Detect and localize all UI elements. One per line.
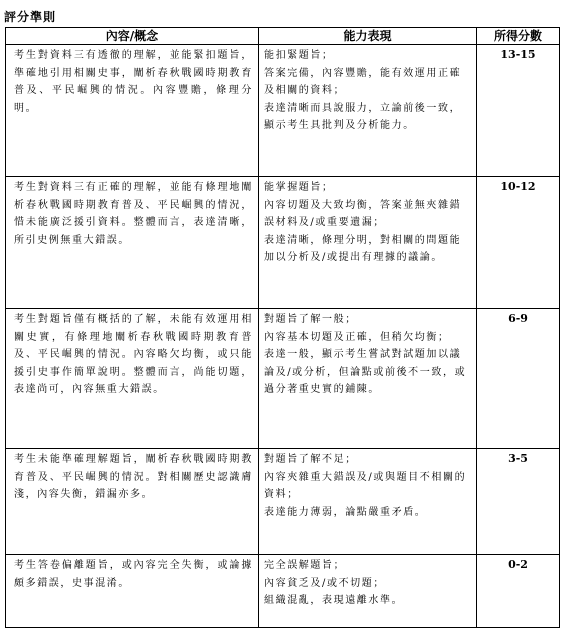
score-range: 10-12 bbox=[500, 180, 536, 193]
ability-line: 內容夾雜重大錯誤及/或與題目不相關的資料； bbox=[264, 471, 467, 500]
content-cell bbox=[6, 309, 259, 449]
content-cell bbox=[6, 449, 259, 555]
ability-line: 對題旨了解不足； bbox=[264, 454, 357, 465]
content-text: 考生答卷偏離題旨，或內容完全失衡，或論據頗多錯誤，史事混淆。 bbox=[14, 560, 253, 589]
header-content: 內容/概念 bbox=[6, 28, 259, 45]
ability-list bbox=[259, 45, 476, 135]
content-text: 考生對資料三有透徹的理解，並能緊扣題旨，準確地引用相關史事，闡析春秋戰國時期教育普及、平民崛興的情況。內容豐贍，條理分明。 bbox=[14, 50, 253, 114]
ability-cell bbox=[259, 309, 477, 449]
table-row bbox=[6, 45, 560, 177]
ability-line: 對題旨了解一般； bbox=[264, 314, 357, 325]
table-row bbox=[6, 309, 560, 449]
content-cell bbox=[6, 177, 259, 309]
content-text: 考生對題旨僅有概括的了解，未能有效運用相關史實，有條理地闡析春秋戰國時期教育普及、平民崛興的情況。內容略欠均衡，或只能援引史事作簡單說明。整體而言，尚能切題，表達尚可，內容無重大錯誤。 bbox=[14, 314, 253, 395]
score-range: 13-15 bbox=[500, 48, 536, 61]
ability-line: 內容切題及大致均衡，答案並無夾雜錯誤材料及/或重要遺漏； bbox=[264, 199, 462, 228]
ability-cell bbox=[259, 177, 477, 309]
ability-list bbox=[259, 309, 476, 399]
ability-list bbox=[259, 555, 476, 610]
table-row bbox=[6, 177, 560, 309]
score-range: 3-5 bbox=[508, 452, 528, 465]
ability-line: 組織混亂，表現遠離水準。 bbox=[264, 595, 404, 606]
ability-list bbox=[259, 449, 476, 521]
ability-line: 表達一般，顯示考生嘗試對試題加以議論及/或分析，但論點或前後不一致，或過分著重史實的鋪陳。 bbox=[264, 349, 467, 395]
table-row bbox=[6, 449, 560, 555]
ability-cell bbox=[259, 449, 477, 555]
ability-line: 能掌握題旨； bbox=[264, 182, 334, 193]
ability-line: 內容基本切題及正確，但稍欠均衡； bbox=[264, 331, 450, 343]
content-text: 考生未能準確理解題旨，闡析春秋戰國時期教育普及、平民崛興的情況。對相關歷史認識膚淺，內容失衡，錯漏亦多。 bbox=[14, 454, 253, 500]
score-cell bbox=[477, 449, 560, 555]
ability-line: 內容貧乏及/或不切題； bbox=[264, 577, 385, 589]
score-range: 0-2 bbox=[508, 558, 528, 571]
page-title: 評分準則 bbox=[4, 10, 57, 24]
content-text: 考生對資料三有正確的理解，並能有條理地闡析春秋戰國時期教育普及、平民崛興的情況，惜未能廣泛援引資料。整體而言，表達清晰，所引史例無重大錯誤。 bbox=[14, 182, 253, 246]
header-score: 所得分數 bbox=[477, 28, 560, 45]
ability-line: 表達清晰而具說服力，立論前後一致，顯示考生具批判及分析能力。 bbox=[264, 102, 462, 131]
rubric-table bbox=[5, 27, 560, 628]
ability-line: 完全誤解題旨； bbox=[264, 560, 346, 571]
ability-cell bbox=[259, 45, 477, 177]
score-cell bbox=[477, 177, 560, 309]
ability-list bbox=[259, 177, 476, 267]
content-cell bbox=[6, 45, 259, 177]
ability-line: 答案完備，內容豐贍，能有效運用正確及相關的資料； bbox=[264, 67, 462, 96]
score-cell bbox=[477, 45, 560, 177]
table-header-row bbox=[6, 28, 560, 45]
ability-line: 表達清晰，條理分明，對相關的問題能加以分析及/或提出有理據的議論。 bbox=[264, 234, 462, 263]
ability-line: 表達能力薄弱，論點嚴重矛盾。 bbox=[264, 506, 427, 518]
score-range: 6-9 bbox=[508, 312, 528, 325]
header-ability: 能力表現 bbox=[259, 28, 477, 45]
score-cell bbox=[477, 309, 560, 449]
ability-line: 能扣緊題旨； bbox=[264, 50, 334, 61]
